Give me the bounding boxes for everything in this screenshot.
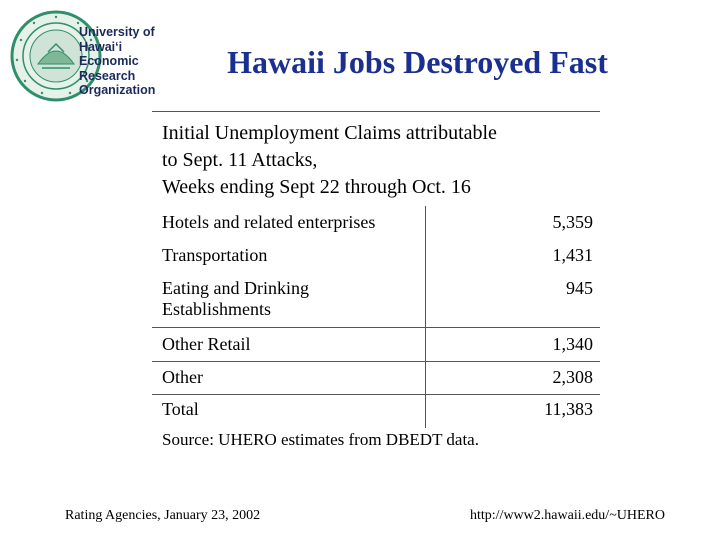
row-value: 1,431: [552, 245, 593, 265]
row-divider: [152, 361, 600, 362]
row-value: 5,359: [552, 212, 593, 232]
row-value: 2,308: [552, 367, 593, 387]
row-label: Other: [162, 367, 203, 387]
footer-url: http://www2.hawaii.edu/~UHERO: [470, 508, 665, 523]
logo-line: Organization: [79, 83, 156, 97]
table-top-rule: [152, 111, 600, 112]
logo-line: Economic: [79, 54, 139, 68]
logo-line: Hawai‘i: [79, 39, 123, 54]
row-divider: [152, 394, 600, 395]
logo-line: University of: [79, 25, 155, 39]
table-source-note: Source: UHERO estimates from DBEDT data.: [162, 430, 479, 449]
row-value: 1,340: [552, 334, 593, 354]
slide-title: Hawaii Jobs Destroyed Fast: [227, 44, 608, 80]
logo-line: Research: [79, 68, 136, 83]
footer-date: Rating Agencies, January 23, 2002: [65, 508, 261, 523]
row-label: Eating and Drinking Establishments: [162, 278, 309, 319]
row-label: Total: [162, 399, 199, 419]
row-value: 945: [566, 278, 593, 298]
caption-line: Initial Unemployment Claims attributable: [162, 122, 497, 144]
row-label: Hotels and related enterprises: [162, 212, 376, 232]
logo-wordmark: [79, 25, 155, 98]
table-caption: [162, 120, 602, 201]
uhero-logo: [8, 8, 174, 104]
caption-line: Weeks ending Sept 22 through Oct. 16: [162, 176, 471, 198]
row-value: 11,383: [544, 399, 593, 419]
caption-line: to Sept. 11 Attacks,: [162, 149, 318, 171]
row-label: Other Retail: [162, 334, 251, 354]
row-label: Transportation: [162, 245, 268, 265]
row-divider: [152, 327, 600, 328]
